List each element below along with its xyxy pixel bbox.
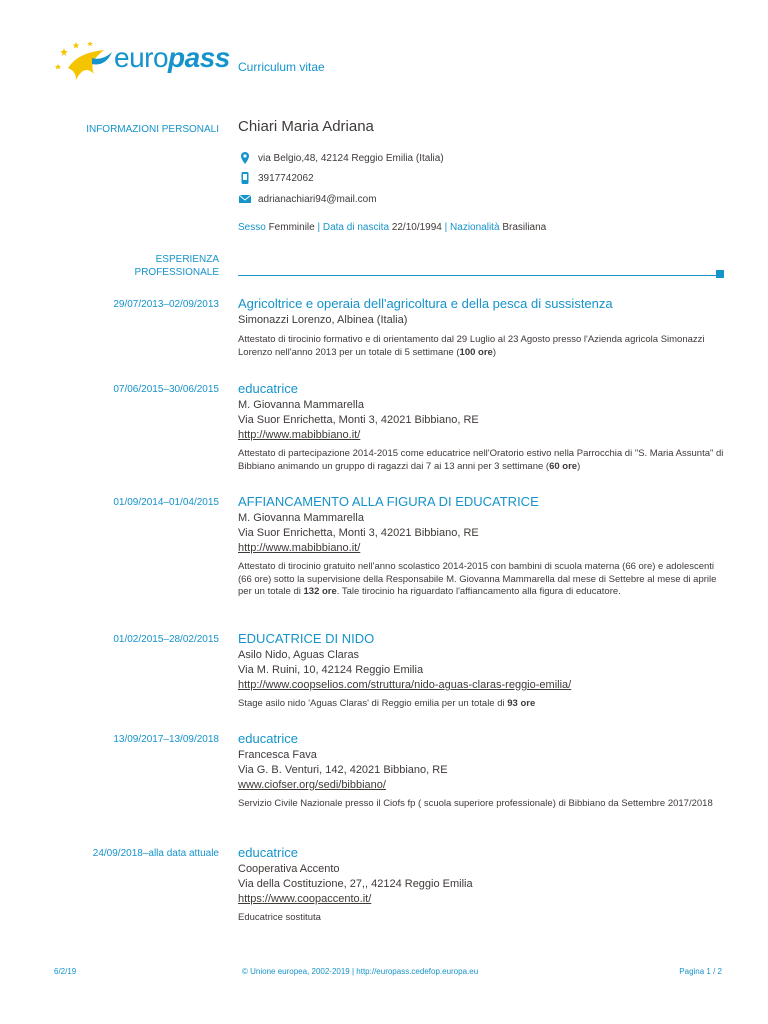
personal-details-line xyxy=(238,222,546,233)
job-entry xyxy=(238,381,728,473)
job-hours-bold: 93 ore xyxy=(507,698,536,709)
birth-label: Data di nascita xyxy=(322,222,390,233)
job-description-text: Servizio Civile Nazionale presso il Ciofs fp ( scuola superiore professionale) di Bibbiano da Settembre 2017/2018 xyxy=(238,798,713,809)
address-row xyxy=(238,151,444,165)
employer-line: Via della Costituzione, 27,, 42124 Reggio Emilia xyxy=(238,878,473,890)
job-dates: 24/09/2018–alla data attuale xyxy=(92,848,219,859)
job-entry xyxy=(238,494,728,599)
job-description-text: Attestato di tirocinio gratuito nell'anno scolastico 2014-2015 con bambini di scuola materna (66 ore) e adolescenti (66 ore) sotto la supervisione della Responsabile M. Giovanna Mammarella dal mese di Settebre al mese di aprile per un totale di xyxy=(238,561,717,597)
job-dates: 07/06/2015–30/06/2015 xyxy=(113,384,219,395)
job-description-text: Stage asilo nido 'Aguas Claras' di Reggio emilia per un totale di xyxy=(238,698,508,709)
job-hours-bold: 100 ore xyxy=(459,346,493,358)
section-divider-marker xyxy=(716,270,724,278)
section-label-personal-info: INFORMAZIONI PERSONALI xyxy=(86,124,219,135)
europass-logo xyxy=(54,38,230,90)
employer-line: M. Giovanna Mammarella xyxy=(238,512,364,524)
employer-line: Francesca Fava xyxy=(238,749,317,761)
employer-website-link[interactable]: http://www.coopselios.com/struttura/nido-aguas-claras-reggio-emilia/ xyxy=(238,679,572,691)
employer-website-link[interactable]: www.ciofser.org/sedi/bibbiano/ xyxy=(238,779,386,791)
employer-line: M. Giovanna Mammarella xyxy=(238,399,364,411)
phone-text: 3917742062 xyxy=(258,172,314,184)
footer-date: 6/2/19 xyxy=(54,967,77,976)
envelope-icon xyxy=(238,192,252,206)
email-text[interactable]: adrianachiari94@mail.com xyxy=(258,193,377,205)
job-description-text: Educatrice sostituta xyxy=(238,912,321,923)
job-dates: 01/09/2014–01/04/2015 xyxy=(113,497,219,508)
employer-line: Via M. Ruini, 10, 42124 Reggio Emilia xyxy=(238,664,424,676)
section-label-experience-line2: PROFESSIONALE xyxy=(134,267,219,278)
job-description xyxy=(238,698,728,711)
job-title: educatrice xyxy=(238,731,298,746)
job-description xyxy=(238,912,728,925)
job-dates: 01/02/2015–28/02/2015 xyxy=(113,634,219,645)
job-description xyxy=(238,448,728,473)
job-description-text: . Tale tirocinio ha riguardato l'affiancamento alla figura di educatore. xyxy=(336,586,621,597)
job-entry xyxy=(238,845,728,925)
separator: | xyxy=(317,222,321,233)
sex-label: Sesso xyxy=(238,222,266,233)
job-description xyxy=(238,798,728,811)
birth-value: 22/10/1994 xyxy=(391,222,442,233)
job-title: educatrice xyxy=(238,381,298,396)
job-title: educatrice xyxy=(238,845,298,860)
employer-line: Simonazzi Lorenzo, Albinea (Italia) xyxy=(238,314,408,326)
job-description-text: ) xyxy=(577,460,581,472)
employer-line: Cooperativa Accento xyxy=(238,863,340,875)
employer-website-link[interactable]: https://www.coopaccento.it/ xyxy=(238,893,372,905)
footer-page-number: Pagina 1 / 2 xyxy=(679,967,722,976)
footer-copyright[interactable]: © Unione europea, 2002-2019 | http://europass.cedefop.europa.eu xyxy=(242,967,479,976)
nationality-label: Nazionalità xyxy=(450,222,500,233)
employer-line: Asilo Nido, Aguas Claras xyxy=(238,649,360,661)
employer-website-link[interactable]: http://www.mabibbiano.it/ xyxy=(238,429,361,441)
job-title: AFFIANCAMENTO ALLA FIGURA DI EDUCATRICE xyxy=(238,494,539,509)
sex-value: Femminile xyxy=(268,222,315,233)
section-label-experience xyxy=(135,253,219,279)
employer-website-link[interactable]: http://www.mabibbiano.it/ xyxy=(238,542,361,554)
section-label-experience-line1: ESPERIENZA xyxy=(155,254,219,265)
person-name: Chiari Maria Adriana xyxy=(238,118,374,135)
nationality-value: Brasiliana xyxy=(502,222,547,233)
mobile-phone-icon xyxy=(238,171,252,185)
job-title: EDUCATRICE DI NIDO xyxy=(238,631,375,646)
job-hours-bold: 132 ore xyxy=(303,586,337,597)
email-row xyxy=(238,192,377,206)
europass-star-figure-icon xyxy=(54,38,116,90)
job-description-text: Attestato di partecipazione 2014-2015 come educatrice nell'Oratorio estivo nella Parrocchia di "S. Maria Assunta" di Bibbiano animando un gruppo di ragazzi dai 7 ai 13 anni per 3 settimane ( xyxy=(238,448,724,472)
job-dates: 13/09/2017–13/09/2018 xyxy=(113,734,219,745)
job-title: Agricoltrice e operaia dell'agricoltura e della pesca di sussistenza xyxy=(238,296,613,311)
job-entry xyxy=(238,731,728,811)
section-divider xyxy=(238,275,720,276)
logo-euro-text: euro xyxy=(114,42,169,73)
job-description-text: Attestato di tirocinio formativo e di orientamento dal 29 Luglio al 23 Agosto presso l'Azienda agricola Simonazzi Lorenzo nell'anno 2013 per un totale di 5 settimane ( xyxy=(238,334,705,358)
job-dates: 29/07/2013–02/09/2013 xyxy=(113,299,219,310)
job-description xyxy=(238,561,728,599)
address-text: via Belgio,48, 42124 Reggio Emilia (Italia) xyxy=(258,152,444,164)
logo-pass-text: pass xyxy=(168,42,230,73)
employer-line: Via Suor Enrichetta, Monti 3, 42021 Bibbiano, RE xyxy=(238,414,479,426)
job-entry xyxy=(238,631,728,711)
job-entry xyxy=(238,296,728,359)
job-description-text: ) xyxy=(492,346,496,358)
location-pin-icon xyxy=(238,151,252,165)
document-title: Curriculum vitae xyxy=(238,60,325,74)
job-description xyxy=(238,334,728,359)
separator: | xyxy=(444,222,448,233)
employer-line: Via Suor Enrichetta, Monti 3, 42021 Bibbiano, RE xyxy=(238,527,479,539)
job-hours-bold: 60 ore xyxy=(549,460,578,472)
employer-line: Via G. B. Venturi, 142, 42021 Bibbiano, RE xyxy=(238,764,448,776)
phone-row xyxy=(238,171,314,185)
